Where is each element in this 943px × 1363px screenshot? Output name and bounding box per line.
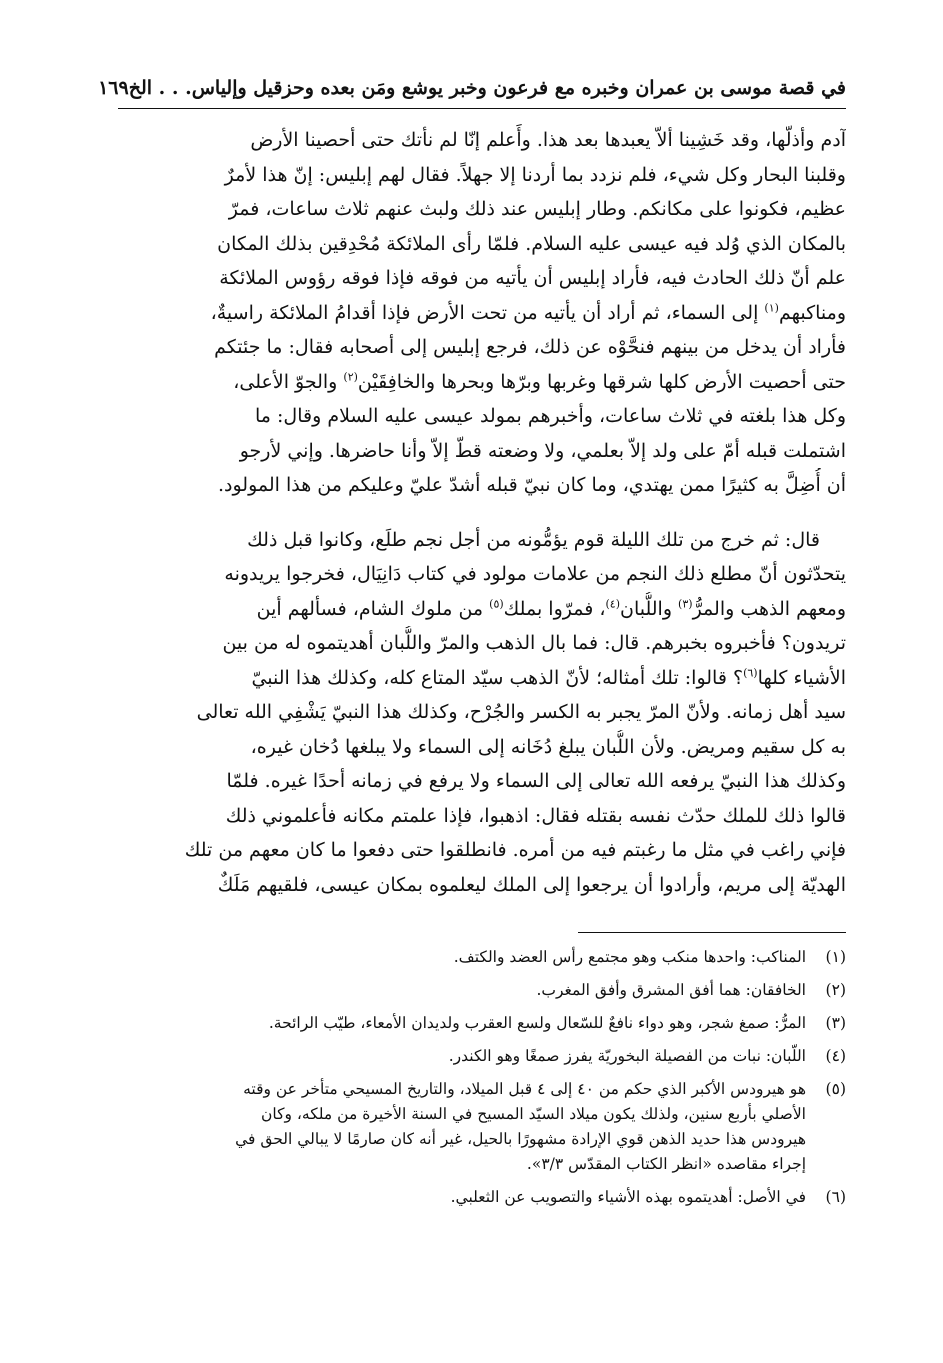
footnote-number: (٤) (825, 1047, 846, 1065)
text-line: به كل سقيم ومريض. ولأن اللُّبان يبلغ دُخَانه إلى السماء ولا يبلغها دُخان غيره، (250, 735, 846, 758)
text-fragment: حتى أحصيت الأرض كلها شرقها وغربها وبرّها وبحرها والخافِقَيْن (357, 370, 846, 393)
footnote-line: المناكب: واحدها منكب وهو مجتمع رأس العضد والكتف. (453, 948, 806, 966)
text-line: علم أنّ ذلك الحادث فيه، فأراد إبليس أن يأتيه من فوقه فإذا فوقه رؤوس الملائكة (219, 267, 846, 289)
text-fragment: من ملوك الشام، فسألهم أين (256, 597, 490, 620)
main-text (118, 123, 846, 902)
text-line: سيد أهل زمانه. ولأنّ المرّ يجبر به الكسر والجُرْح، وكذلك هذا النبيّ يَشْفِي الله تعالى (196, 701, 846, 723)
footnote (118, 1011, 846, 1036)
text-line: قالوا ذلك للملك حدّث نفسه بقتله فقال: اذهبوا، فإذا علمتم مكانه فأعلموني ذلك (225, 804, 846, 827)
text-fragment: واللُّبان (619, 597, 679, 620)
text-line: فأراد أن يدخل من بينهم فنحَّوْه عن ذلك، فرجع إبليس إلى أصحابه فقال: ما جئتكم (214, 336, 846, 358)
text-line (118, 661, 846, 696)
footnote-ref[interactable]: (٦) (743, 666, 758, 680)
text-line: أن أُضِلَّ به كثيرًا ممن يهتدي، وما كان نبيّ قبله أشدّ عليّ وعليكم من هذا المولود. (217, 474, 846, 496)
footnote-divider (578, 932, 846, 933)
text-line (118, 592, 846, 627)
footnote-line: هو هيرودس الأكبر الذي حكم من ٤٠ إلى ٤ قبل الميلاد، والتاريخ المسيحي متأخر عن وقته (243, 1080, 806, 1098)
footnote (118, 1044, 846, 1069)
text-line: وقلبنا البحار وكل شيء، فلم نزدد بما أردنا إلا جهلاً. فقال لهم إبليس: إنّ هذا لأمرٌ (224, 163, 846, 186)
footnote-line: المرُّ: صمغ شجر، وهو دواء نافعٌ للسّعال ولسع العقرب ولديدان الأمعاء، طيّب الرائحة. (268, 1014, 806, 1032)
footnote-ref[interactable]: (٣) (678, 597, 693, 611)
book-page (98, 74, 846, 1218)
footnote (118, 945, 846, 970)
footnote-line: إجراء مقاصده «انظر الكتاب المقدّس ٣/٣». (526, 1155, 806, 1173)
footnote-number: (٢) (825, 981, 846, 999)
text-fragment: والجوّ الأعلى، (233, 370, 344, 393)
text-fragment: ؟ قالوا: تلك أمثاله؛ لأنّ الذهب سيّد المتاع كله، وكذلك هذا النبيّ (251, 666, 744, 689)
paragraph-gap (118, 503, 846, 523)
text-line: عظيم، فكونوا على مكانكم. وطار إبليس عند ذلك ولبث عنهم ثلاث ساعات، فمرّ (228, 198, 846, 220)
footnote (118, 978, 846, 1003)
running-header (98, 74, 846, 109)
footnote-text (118, 1011, 806, 1036)
text-line: آدم وأذلّها، وقد خَشِينا ألاّ يعبدها بعد هذا. وأَعلم إنّا لم نأتك حتى أحصينا الأرض (250, 129, 846, 151)
footnote-line: في الأصل: أهديتموه بهذه الأشياء والتصويب عن الثعلبي. (450, 1188, 806, 1206)
footnotes (118, 945, 846, 1210)
text-line: اشتملت قبله أمّ على ولد إلاّ بعلمي، ولا وضعته قطّ إلاّ وأنا حاضرها. وإني لأرجو (239, 439, 846, 462)
footnote-number: (٦) (825, 1188, 846, 1206)
text-fragment: إلى السماء، ثم أراد أن يأتيه من تحت الأرض فإذا أقدامُ الملائكة راسيةٌ، (210, 301, 765, 324)
text-line (118, 296, 846, 331)
footnote-text (118, 945, 806, 970)
text-fragment: ، فمرّوا بملك (503, 597, 606, 620)
footnote-line: اللّبان: نبات من الفصيلة البخوريّة يفرز صمغًا وهو الكندر. (448, 1047, 806, 1065)
text-line: يتحدّثون أنّ مطلع ذلك النجم من علامات مولود في كتاب دَانِيَال، فخرجوا يريدونه (224, 563, 846, 585)
footnote-text (118, 978, 806, 1003)
text-line: وكذلك هذا النبيّ يرفعه الله تعالى إلى السماء ولا يرفع في زمانه أحدًا غيره. فلمّا (226, 770, 846, 792)
footnote-number: (١) (825, 948, 846, 966)
footnote-number: (٣) (825, 1014, 846, 1032)
page-number: ١٦٩ (98, 77, 129, 99)
footnote-ref[interactable]: (٤) (605, 597, 620, 611)
text-line (118, 365, 846, 400)
footnote-ref[interactable]: (١) (764, 301, 779, 315)
text-line: الهديّة إلى مريم، وأرادوا أن يرجعوا إلى الملك ليعلموه بمكان عيسى، فلقيهم مَلَكٌ (217, 873, 846, 896)
footnote-number: (٥) (825, 1080, 846, 1098)
footnote-line: الأصلي بأربع سنين، ولذلك يكون ميلاد السيّد المسيح في السنة الأخيرة من ملكه، وكان (261, 1105, 806, 1123)
text-line: وكل هذا بلغته في ثلاث ساعات، وأخبرهم بمولد عيسى عليه السلام وقال: ما (255, 405, 846, 427)
text-fragment: ومعهم الذهب والمرُّ (692, 597, 846, 620)
text-fragment: الأشياء كلها (757, 666, 846, 689)
footnote-ref[interactable]: (٥) (489, 597, 504, 611)
text-line: قال: ثم خرج من تلك الليلة قوم يؤمُّونه من أجل نجم طلَع، وكانوا قبل ذلك (247, 528, 820, 551)
footnote-text (118, 1185, 806, 1210)
text-line: بالمكان الذي وُلد فيه عيسى عليه السلام. فلمّا رأى الملائكة مُحْدِقين بذلك المكان (217, 232, 846, 255)
text-fragment: ومناكبهم (778, 301, 846, 324)
footnote (118, 1185, 846, 1210)
footnote-text (118, 1077, 806, 1177)
footnote (118, 1077, 846, 1177)
footnote-line: هيرودس هذا حديد الذهن قوي الإرادة مشهورًا بالحيل، غير أنه كان صارمًا لا يبالي الحق في (235, 1130, 806, 1148)
footnote-ref[interactable]: (٢) (343, 370, 358, 384)
footnote-text (118, 1044, 806, 1069)
footnote-line: الخافقان: هما أفق المشرق وأفق المغرب. (536, 981, 806, 999)
text-line: تريدون؟ فأخبروه بخبرهم. قال: فما بال الذهب والمرّ واللُّبان أهديتموه له من بين (222, 632, 846, 654)
text-line: فإني راغب في مثل ما رغبتم فيه من أمره. فانطلقوا حتى دفعوا ما كان معهم من تلك (184, 839, 846, 861)
running-header-title: في قصة موسى بن عمران وخبره مع فرعون وخبر يوشع ومَن بعده وحزقيل وإلياس. . . الخ (128, 77, 846, 99)
